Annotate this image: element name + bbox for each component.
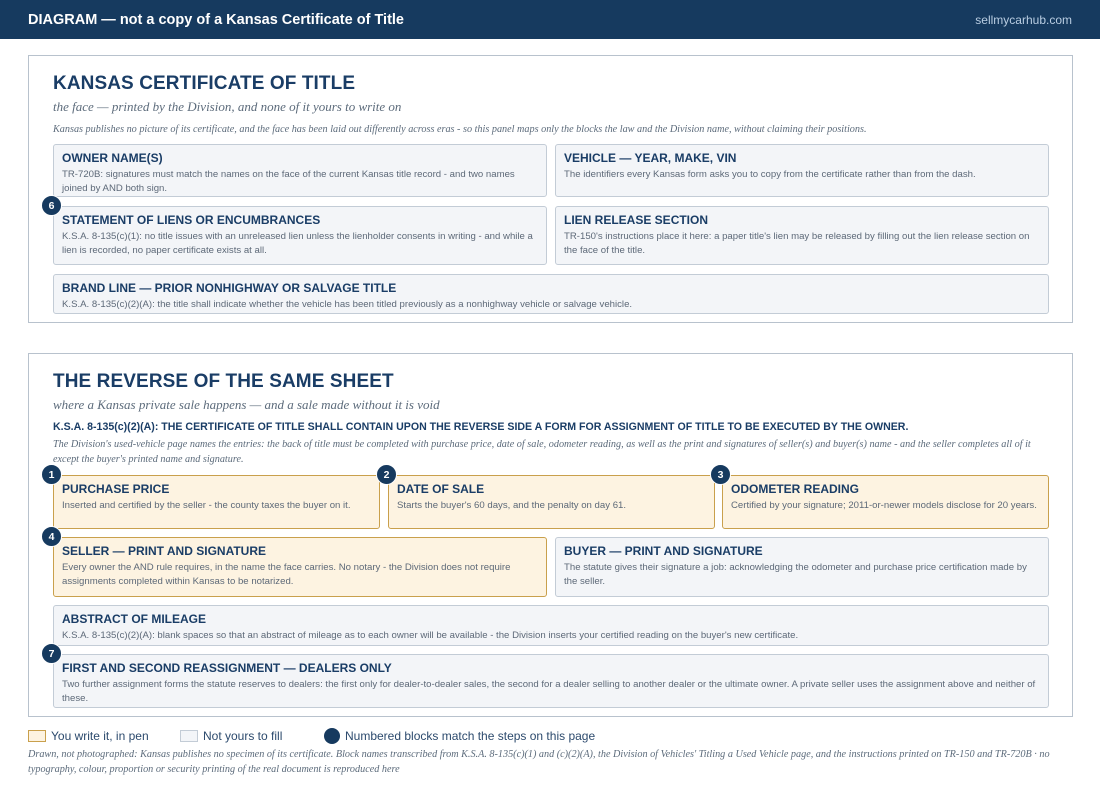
block-liens [53, 206, 547, 265]
block-text: Certified by your signature; 2011-or-newer models disclose for 20 years. [731, 500, 1037, 511]
block-buyer-signature [555, 537, 1049, 597]
block-odometer-reading [722, 475, 1049, 529]
block-brand-line [53, 274, 1049, 314]
back-panel [28, 353, 1073, 717]
block-title: FIRST AND SECOND REASSIGNMENT — DEALERS ONLY [62, 661, 392, 675]
front-panel [28, 55, 1073, 323]
footnote: Drawn, not photographed: Kansas publishes no specimen of its certificate. Block names transcribed from K.S.A. 8-135(c)(1) and (c)(2)(A), the Division of Vehicles' Titling a Used Vehicle page, and the instructions printed on TR-150 and TR-720B · no typography, colour, proportion or security printing of the real document is reproduced here [28, 749, 1050, 775]
block-dealer-reassignment [53, 654, 1049, 708]
header-bar [0, 0, 1100, 39]
block-text: Every owner the AND rule requires, in the name the face carries. No notary - the Division does not require assignments completed within Kansas to be notarized. [62, 562, 511, 587]
front-title: KANSAS CERTIFICATE OF TITLE [53, 73, 356, 94]
step-badge: 3 [710, 464, 731, 485]
legend-pen-swatch [28, 730, 46, 742]
block-text: TR-150's instructions place it here: a paper title's lien may be released by filling out the lien release section on the face of the title. [564, 231, 1030, 256]
block-purchase-price [53, 475, 380, 529]
block-text: K.S.A. 8-135(c)(2)(A): blank spaces so that an abstract of mileage as to each owner will be available - the Division inserts your certified reading on the buyer's new certificate. [62, 630, 799, 641]
block-title: BRAND LINE — PRIOR NONHIGHWAY OR SALVAGE TITLE [62, 281, 397, 295]
back-statute: K.S.A. 8-135(c)(2)(A): THE CERTIFICATE OF TITLE SHALL CONTAIN UPON THE REVERSE SIDE A FORM FOR ASSIGNMENT OF TITLE TO BE EXECUTED BY THE OWNER. [53, 421, 909, 433]
block-text: Inserted and certified by the seller - the county taxes the buyer on it. [62, 500, 351, 511]
step-badge: 4 [41, 526, 62, 547]
legend-pen-label: You write it, in pen [51, 729, 149, 743]
block-title: ABSTRACT OF MILEAGE [62, 612, 206, 626]
block-title: SELLER — PRINT AND SIGNATURE [62, 544, 267, 558]
step-badge: 2 [376, 464, 397, 485]
block-title: STATEMENT OF LIENS OR ENCUMBRANCES [62, 213, 321, 227]
step-badge: 1 [41, 464, 62, 485]
block-text: The identifiers every Kansas form asks you to copy from the certificate rather than from the dash. [564, 169, 976, 180]
block-abstract-of-mileage [53, 605, 1049, 646]
block-seller-signature [53, 537, 547, 597]
legend-step-dot [324, 728, 340, 744]
block-text: K.S.A. 8-135(c)(2)(A): the title shall indicate whether the vehicle has been titled previously as a nonhighway vehicle or salvage vehicle. [62, 299, 633, 310]
block-text: K.S.A. 8-135(c)(1): no title issues with an unreleased lien unless the lienholder consents in writing - and while a lien is recorded, no paper certificate exists at all. [62, 231, 533, 256]
site-link[interactable]: sellmycarhub.com [975, 13, 1072, 27]
block-vehicle-identifiers [555, 144, 1049, 197]
block-owner-names [53, 144, 547, 197]
back-subtitle: where a Kansas private sale happens — and a sale made without it is void [53, 397, 440, 412]
block-title: ODOMETER READING [731, 482, 860, 496]
legend-printed-label: Not yours to fill [203, 729, 283, 743]
back-title: THE REVERSE OF THE SAME SHEET [53, 371, 394, 392]
block-title: LIEN RELEASE SECTION [564, 213, 709, 227]
diagram-title: DIAGRAM — not a copy of a Kansas Certificate of Title [28, 12, 404, 28]
block-text: TR-720B: signatures must match the names on the face of the current Kansas title record - and two names joined by AND both sign. [62, 169, 515, 194]
front-note: Kansas publishes no picture of its certificate, and the face has been laid out differently across eras - so this panel maps only the blocks the law and the Division name, without claiming their positions. [53, 124, 867, 135]
block-title: OWNER NAME(S) [62, 151, 163, 165]
legend-steps-label: Numbered blocks match the steps on this page [345, 729, 596, 743]
front-subtitle: the face — printed by the Division, and none of it yours to write on [53, 99, 402, 114]
block-title: VEHICLE — YEAR, MAKE, VIN [564, 151, 737, 165]
block-title: DATE OF SALE [397, 482, 485, 496]
block-text: The statute gives their signature a job: acknowledging the odometer and purchase price certification made by the seller. [564, 562, 1027, 587]
step-badge: 6 [41, 195, 62, 216]
back-note: The Division's used-vehicle page names the entries: the back of title must be completed with purchase price, date of sale, odometer reading, as well as the print and signatures of seller(s) and buyer(s) name - and the seller completes all of it except the buyer's printed name and signature. [53, 439, 1031, 465]
block-title: PURCHASE PRICE [62, 482, 170, 496]
legend-printed-swatch [180, 730, 198, 742]
step-badge: 7 [41, 643, 62, 664]
block-date-of-sale [388, 475, 715, 529]
block-lien-release [555, 206, 1049, 265]
block-text: Two further assignment forms the statute reserves to dealers: the first only for dealer-to-dealer sales, the second for a dealer selling to another dealer or the ultimate owner. A private seller uses the assignment above and neither of these. [62, 679, 1036, 704]
block-text: Starts the buyer's 60 days, and the penalty on day 61. [397, 500, 627, 511]
block-title: BUYER — PRINT AND SIGNATURE [564, 544, 763, 558]
